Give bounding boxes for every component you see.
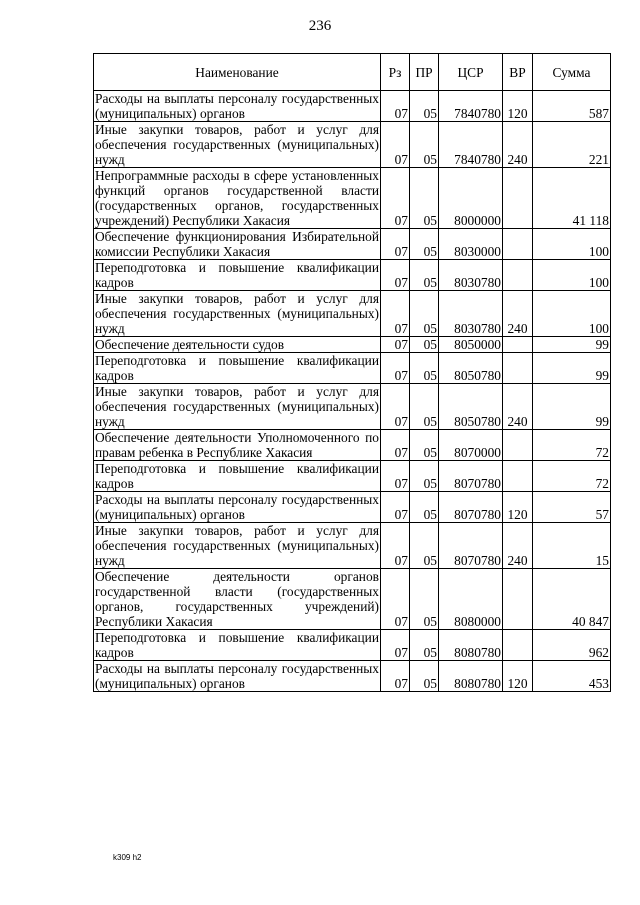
cell-csr: 8050000 — [439, 337, 503, 353]
cell-sum: 57 — [533, 492, 611, 523]
cell-csr: 8070780 — [439, 523, 503, 569]
table-row — [94, 353, 611, 384]
cell-rz: 07 — [381, 384, 410, 430]
cell-name: Обеспечение деятельности органов государственной власти (государственных органов, государственных учреждений) Республики Хакасия — [95, 569, 379, 629]
cell-name: Расходы на выплаты персоналу государственных (муниципальных) органов — [95, 661, 379, 691]
cell-csr: 8070780 — [439, 461, 503, 492]
table-row — [94, 384, 611, 430]
cell-csr: 8000000 — [439, 168, 503, 229]
cell-csr: 8030780 — [439, 291, 503, 337]
cell-name: Переподготовка и повышение квалификации кадров — [95, 260, 379, 290]
table-row — [94, 492, 611, 523]
cell-name: Иные закупки товаров, работ и услуг для обеспечения государственных (муниципальных) нужд — [95, 523, 379, 568]
cell-rz: 07 — [381, 91, 410, 122]
cell-vr: 240 — [503, 384, 533, 430]
table-row — [94, 430, 611, 461]
cell-rz: 07 — [381, 523, 410, 569]
cell-csr: 7840780 — [439, 122, 503, 168]
cell-sum: 99 — [533, 337, 611, 353]
cell-pr: 05 — [410, 523, 439, 569]
cell-sum: 41 118 — [533, 168, 611, 229]
cell-csr: 7840780 — [439, 91, 503, 122]
cell-csr: 8080780 — [439, 661, 503, 692]
cell-csr: 8080780 — [439, 630, 503, 661]
cell-csr: 8070780 — [439, 492, 503, 523]
cell-rz: 07 — [381, 229, 410, 260]
cell-name: Иные закупки товаров, работ и услуг для обеспечения государственных (муниципальных) нужд — [95, 291, 379, 336]
cell-name: Обеспечение деятельности Уполномоченного по правам ребенка в Республике Хакасия — [95, 430, 379, 460]
cell-name: Обеспечение деятельности судов — [94, 337, 381, 353]
cell-pr: 05 — [410, 461, 439, 492]
header-name: Наименование — [94, 54, 381, 91]
cell-pr: 05 — [410, 91, 439, 122]
cell-vr: 120 — [503, 91, 533, 122]
cell-vr: 240 — [503, 291, 533, 337]
cell-csr: 8050780 — [439, 353, 503, 384]
budget-table — [93, 53, 611, 692]
cell-pr: 05 — [410, 291, 439, 337]
cell-name: Переподготовка и повышение квалификации кадров — [95, 461, 379, 491]
table-row — [94, 337, 611, 353]
table-header-row — [94, 54, 611, 91]
cell-vr — [503, 630, 533, 661]
cell-name: Переподготовка и повышение квалификации кадров — [95, 630, 379, 660]
cell-sum: 40 847 — [533, 569, 611, 630]
cell-rz: 07 — [381, 122, 410, 168]
cell-pr: 05 — [410, 569, 439, 630]
cell-rz: 07 — [381, 291, 410, 337]
cell-rz: 07 — [381, 569, 410, 630]
table-row — [94, 229, 611, 260]
table-row — [94, 523, 611, 569]
page-number: 236 — [308, 18, 332, 34]
cell-pr: 05 — [410, 168, 439, 229]
cell-csr: 8030780 — [439, 260, 503, 291]
header-sum: Сумма — [533, 54, 611, 91]
cell-rz: 07 — [381, 353, 410, 384]
cell-sum: 15 — [533, 523, 611, 569]
cell-csr: 8070000 — [439, 430, 503, 461]
table-row — [94, 260, 611, 291]
cell-sum: 100 — [533, 260, 611, 291]
cell-pr: 05 — [410, 630, 439, 661]
cell-pr: 05 — [410, 492, 439, 523]
cell-vr — [503, 569, 533, 630]
table-row — [94, 91, 611, 122]
cell-name: Иные закупки товаров, работ и услуг для обеспечения государственных (муниципальных) нужд — [95, 384, 379, 429]
cell-pr: 05 — [410, 337, 439, 353]
cell-vr: 120 — [503, 661, 533, 692]
cell-sum: 100 — [533, 229, 611, 260]
cell-name: Расходы на выплаты персоналу государственных (муниципальных) органов — [95, 91, 379, 121]
cell-vr — [503, 461, 533, 492]
cell-sum: 962 — [533, 630, 611, 661]
cell-rz: 07 — [381, 630, 410, 661]
cell-vr — [503, 430, 533, 461]
cell-vr: 240 — [503, 523, 533, 569]
cell-name: Иные закупки товаров, работ и услуг для обеспечения государственных (муниципальных) нужд — [95, 122, 379, 167]
cell-rz: 07 — [381, 492, 410, 523]
cell-name: Обеспечение функционирования Избирательной комиссии Республики Хакасия — [95, 229, 379, 259]
table-row — [94, 630, 611, 661]
cell-pr: 05 — [410, 430, 439, 461]
table-row — [94, 661, 611, 692]
cell-rz: 07 — [381, 430, 410, 461]
cell-sum: 453 — [533, 661, 611, 692]
table-row — [94, 291, 611, 337]
cell-name: Переподготовка и повышение квалификации кадров — [95, 353, 379, 383]
cell-sum: 587 — [533, 91, 611, 122]
cell-vr: 120 — [503, 492, 533, 523]
footer-code: k309 h2 — [113, 853, 142, 862]
header-rz: Рз — [381, 54, 410, 91]
cell-name: Расходы на выплаты персоналу государственных (муниципальных) органов — [95, 492, 379, 522]
cell-vr — [503, 353, 533, 384]
table-row — [94, 569, 611, 630]
cell-sum: 72 — [533, 461, 611, 492]
cell-rz: 07 — [381, 461, 410, 492]
cell-csr: 8030000 — [439, 229, 503, 260]
cell-rz: 07 — [381, 337, 410, 353]
cell-pr: 05 — [410, 260, 439, 291]
cell-vr — [503, 168, 533, 229]
cell-name: Непрограммные расходы в сфере установленных функций органов государственной власти (государственных органов, государственных учреждений) Республики Хакасия — [95, 168, 379, 228]
cell-vr — [503, 260, 533, 291]
cell-sum: 221 — [533, 122, 611, 168]
header-csr: ЦСР — [439, 54, 503, 91]
cell-sum: 100 — [533, 291, 611, 337]
header-pr: ПР — [410, 54, 439, 91]
cell-csr: 8050780 — [439, 384, 503, 430]
header-vr: ВР — [503, 54, 533, 91]
cell-pr: 05 — [410, 384, 439, 430]
cell-rz: 07 — [381, 661, 410, 692]
cell-sum: 72 — [533, 430, 611, 461]
table-row — [94, 461, 611, 492]
cell-pr: 05 — [410, 229, 439, 260]
cell-vr — [503, 337, 533, 353]
cell-sum: 99 — [533, 384, 611, 430]
cell-vr: 240 — [503, 122, 533, 168]
table-row — [94, 168, 611, 229]
cell-rz: 07 — [381, 168, 410, 229]
cell-rz: 07 — [381, 260, 410, 291]
cell-pr: 05 — [410, 661, 439, 692]
table-row — [94, 122, 611, 168]
cell-pr: 05 — [410, 353, 439, 384]
cell-pr: 05 — [410, 122, 439, 168]
cell-sum: 99 — [533, 353, 611, 384]
cell-csr: 8080000 — [439, 569, 503, 630]
cell-vr — [503, 229, 533, 260]
